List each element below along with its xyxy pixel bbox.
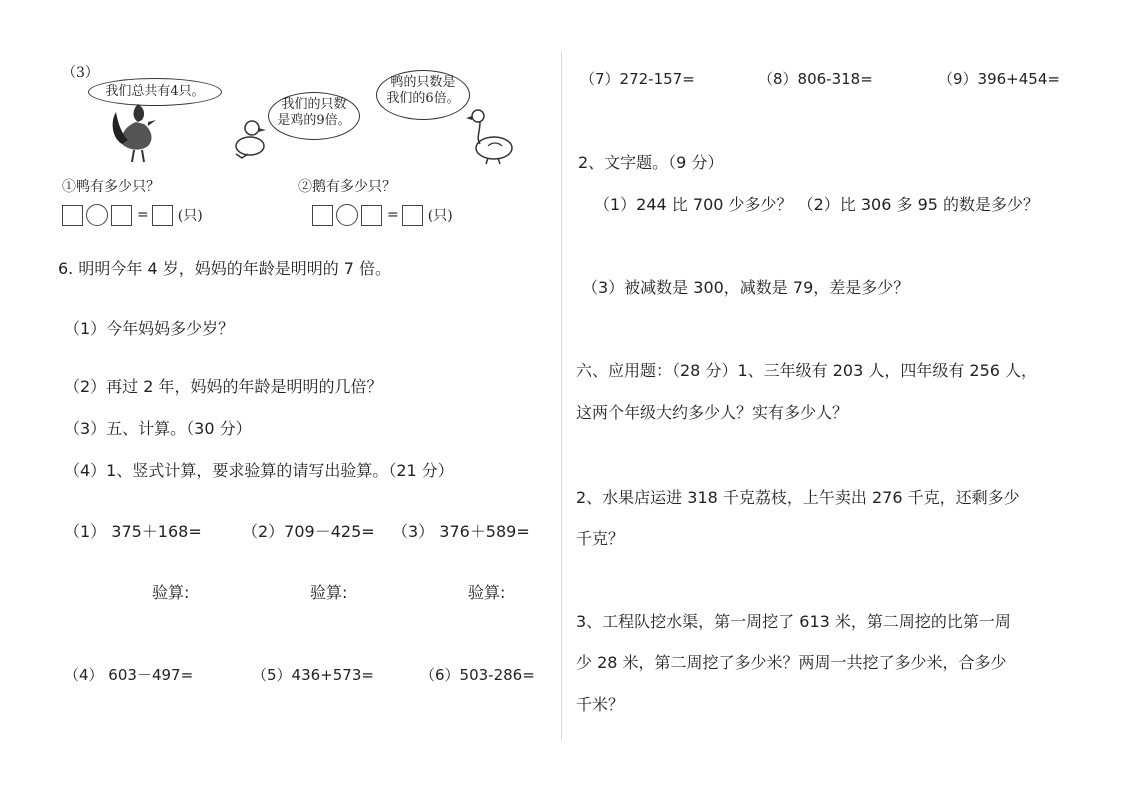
check-label-2: 验算: [310, 583, 348, 602]
question-6-part-1: （1）今年妈妈多少岁？ [64, 319, 235, 338]
answer-box[interactable] [111, 205, 132, 226]
rooster-icon [108, 100, 168, 164]
application-1-line-2: 这两个年级大约多少人？实有多少人？ [576, 403, 849, 422]
calc-item-3: （3） 376＋589= [392, 522, 530, 541]
formula-goose [312, 204, 456, 226]
column-divider [561, 52, 562, 740]
question-6: 6. 明明今年 4 岁，妈妈的年龄是明明的 7 倍。 [58, 259, 392, 278]
duck-icon [232, 118, 272, 160]
duck-bubble-line2: 是鸡的9倍。 [277, 113, 351, 128]
goose-bubble-line1: 鸭的只数是 [390, 75, 456, 90]
vertical-calc-instruction: （4）1、竖式计算，要求验算的请写出验算。（21 分） [64, 461, 454, 480]
calc-item-9: （9）396+454= [938, 70, 1060, 88]
calc-item-8: （8）806-318= [758, 70, 873, 88]
goose-icon [466, 108, 518, 166]
check-label-1: 验算: [152, 583, 190, 602]
answer-box[interactable] [361, 205, 382, 226]
check-label-3: 验算: [468, 583, 506, 602]
word-problem-3: （3）被减数是 300，减数是 79，差是多少？ [582, 278, 910, 297]
unit-label: (只) [177, 208, 203, 224]
application-2-line-1: 2、水果店运进 318 千克荔枝，上午卖出 276 千克，还剩多少 [576, 488, 1020, 507]
word-problems-title: 2、文字题。（9 分） [578, 153, 724, 172]
answer-box[interactable] [152, 205, 173, 226]
calc-item-2: （2）709－425= [242, 522, 375, 541]
rooster-bubble-text: 我们总共有4只。 [105, 84, 205, 99]
calc-item-4: （4） 603－497= [64, 666, 194, 684]
section-5-title: （3）五、计算。（30 分） [64, 419, 252, 438]
unit-label: (只) [427, 208, 453, 224]
operator-circle[interactable] [336, 204, 358, 226]
figure-label: （3） [62, 65, 99, 81]
answer-box[interactable] [312, 205, 333, 226]
goose-bubble-line2: 我们的6倍。 [386, 91, 460, 106]
calc-item-5: （5）436+573= [252, 666, 374, 684]
calc-item-7: （7）272-157= [580, 70, 695, 88]
operator-circle[interactable] [86, 204, 108, 226]
duck-speech-bubble [268, 92, 360, 140]
formula-duck [62, 204, 206, 226]
question-6-part-2: （2）再过 2 年，妈妈的年龄是明明的几倍？ [64, 377, 383, 396]
answer-box[interactable] [62, 205, 83, 226]
application-3-line-2: 少 28 米，第二周挖了多少米？两周一共挖了多少米，合多少 [576, 653, 1007, 672]
calc-item-1: （1） 375＋168= [64, 522, 202, 541]
question-duck-count: ①鸭有多少只？ [62, 179, 160, 195]
word-problems-1-2: （1）244 比 700 少多少？ （2）比 306 多 95 的数是多少？ [594, 195, 1040, 214]
answer-box[interactable] [402, 205, 423, 226]
application-3-line-1: 3、工程队挖水渠，第一周挖了 613 米，第二周挖的比第一周 [576, 612, 1011, 631]
application-3-line-3: 千米？ [576, 695, 625, 714]
calc-item-6: （6）503-286= [420, 666, 535, 684]
question-goose-count: ②鹅有多少只？ [298, 179, 396, 195]
equals-sign: = [387, 207, 399, 223]
equals-sign: = [137, 207, 149, 223]
application-2-line-2: 千克？ [576, 529, 625, 548]
duck-bubble-line1: 我们的只数 [281, 97, 347, 112]
goose-speech-bubble [376, 70, 470, 120]
section-6-title: 六、应用题：（28 分）1、三年级有 203 人，四年级有 256 人， [576, 361, 1038, 380]
